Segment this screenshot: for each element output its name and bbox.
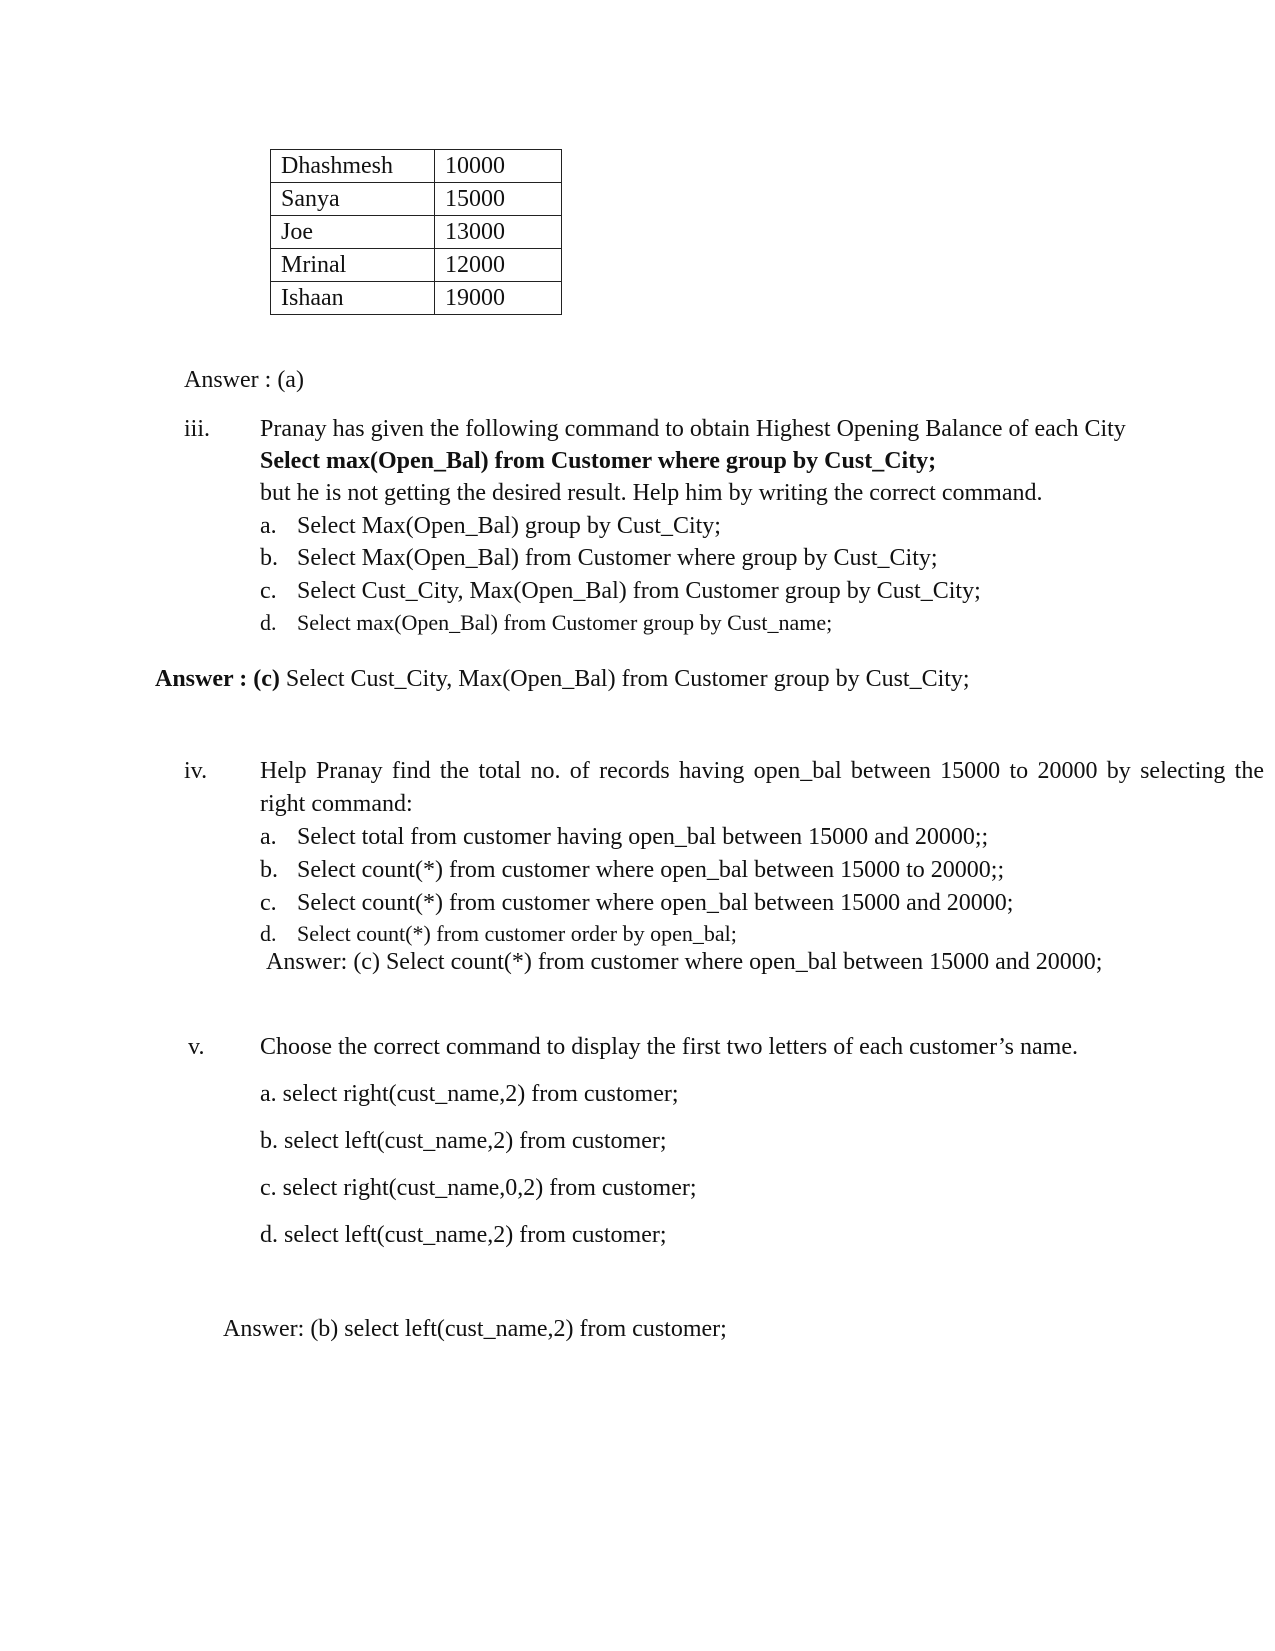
q4-option-a-letter: a. — [260, 824, 277, 850]
table-cell-value: 19000 — [435, 282, 562, 315]
q5-number: v. — [188, 1034, 205, 1060]
table-row — [271, 282, 562, 315]
q4-answer: Answer: (c) Select count(*) from customer where open_bal between 15000 and 20000; — [266, 949, 1103, 975]
table-cell-value: 15000 — [435, 183, 562, 216]
q4-option-a: Select total from customer having open_bal between 15000 and 20000;; — [297, 824, 989, 850]
q4-line1: Help Pranay find the total no. of records having open_bal between 15000 to 20000 by selecting the — [260, 758, 1264, 784]
table-cell-name: Joe — [271, 216, 435, 249]
q3-line1: Pranay has given the following command to obtain Highest Opening Balance of each City — [260, 416, 1126, 442]
q5-option-a: a. select right(cust_name,2) from customer; — [260, 1081, 679, 1107]
q4-option-c-letter: c. — [260, 890, 277, 916]
q3-option-c-letter: c. — [260, 578, 277, 604]
table-cell-name: Mrinal — [271, 249, 435, 282]
q3-answer-text: Select Cust_City, Max(Open_Bal) from Customer group by Cust_City; — [279, 666, 970, 692]
table-cell-value: 13000 — [435, 216, 562, 249]
q4-option-b-letter: b. — [260, 857, 278, 883]
q3-option-d-letter: d. — [260, 610, 277, 635]
q4-option-d-letter: d. — [260, 921, 277, 946]
q4-option-d: Select count(*) from customer order by open_bal; — [297, 921, 737, 946]
q4-line2: right command: — [260, 791, 413, 817]
table-cell-name: Sanya — [271, 183, 435, 216]
q3-number: iii. — [184, 416, 211, 442]
table-row — [271, 249, 562, 282]
q3-answer-label: Answer : (c) — [155, 666, 280, 692]
q5-option-d: d. select left(cust_name,2) from customer; — [260, 1222, 667, 1248]
q3-option-b-letter: b. — [260, 545, 278, 571]
q3-line2: Select max(Open_Bal) from Customer where group by Cust_City; — [260, 448, 937, 474]
q3-option-a: Select Max(Open_Bal) group by Cust_City; — [297, 513, 721, 539]
q3-option-c: Select Cust_City, Max(Open_Bal) from Customer group by Cust_City; — [297, 578, 981, 604]
q3-option-a-letter: a. — [260, 513, 277, 539]
answer-a: Answer : (a) — [184, 367, 304, 393]
q4-option-c: Select count(*) from customer where open_bal between 15000 and 20000; — [297, 890, 1014, 916]
q5-option-c: c. select right(cust_name,0,2) from customer; — [260, 1175, 697, 1201]
q3-line3: but he is not getting the desired result. Help him by writing the correct command. — [260, 480, 1043, 506]
q3-option-b: Select Max(Open_Bal) from Customer where group by Cust_City; — [297, 545, 938, 571]
q5-answer: Answer: (b) select left(cust_name,2) from customer; — [223, 1316, 727, 1342]
table-row — [271, 150, 562, 183]
opening-balance-table — [270, 149, 562, 315]
table-row — [271, 216, 562, 249]
q3-answer — [155, 664, 970, 694]
q5-option-b: b. select left(cust_name,2) from customer; — [260, 1128, 667, 1154]
table-cell-value: 12000 — [435, 249, 562, 282]
q4-number: iv. — [184, 758, 208, 784]
q5-line1: Choose the correct command to display the first two letters of each customer’s name. — [260, 1034, 1078, 1060]
table-cell-value: 10000 — [435, 150, 562, 183]
table-cell-name: Ishaan — [271, 282, 435, 315]
table-cell-name: Dhashmesh — [271, 150, 435, 183]
q3-option-d: Select max(Open_Bal) from Customer group by Cust_name; — [297, 610, 833, 635]
q4-option-b: Select count(*) from customer where open_bal between 15000 to 20000;; — [297, 857, 1005, 883]
table-row — [271, 183, 562, 216]
